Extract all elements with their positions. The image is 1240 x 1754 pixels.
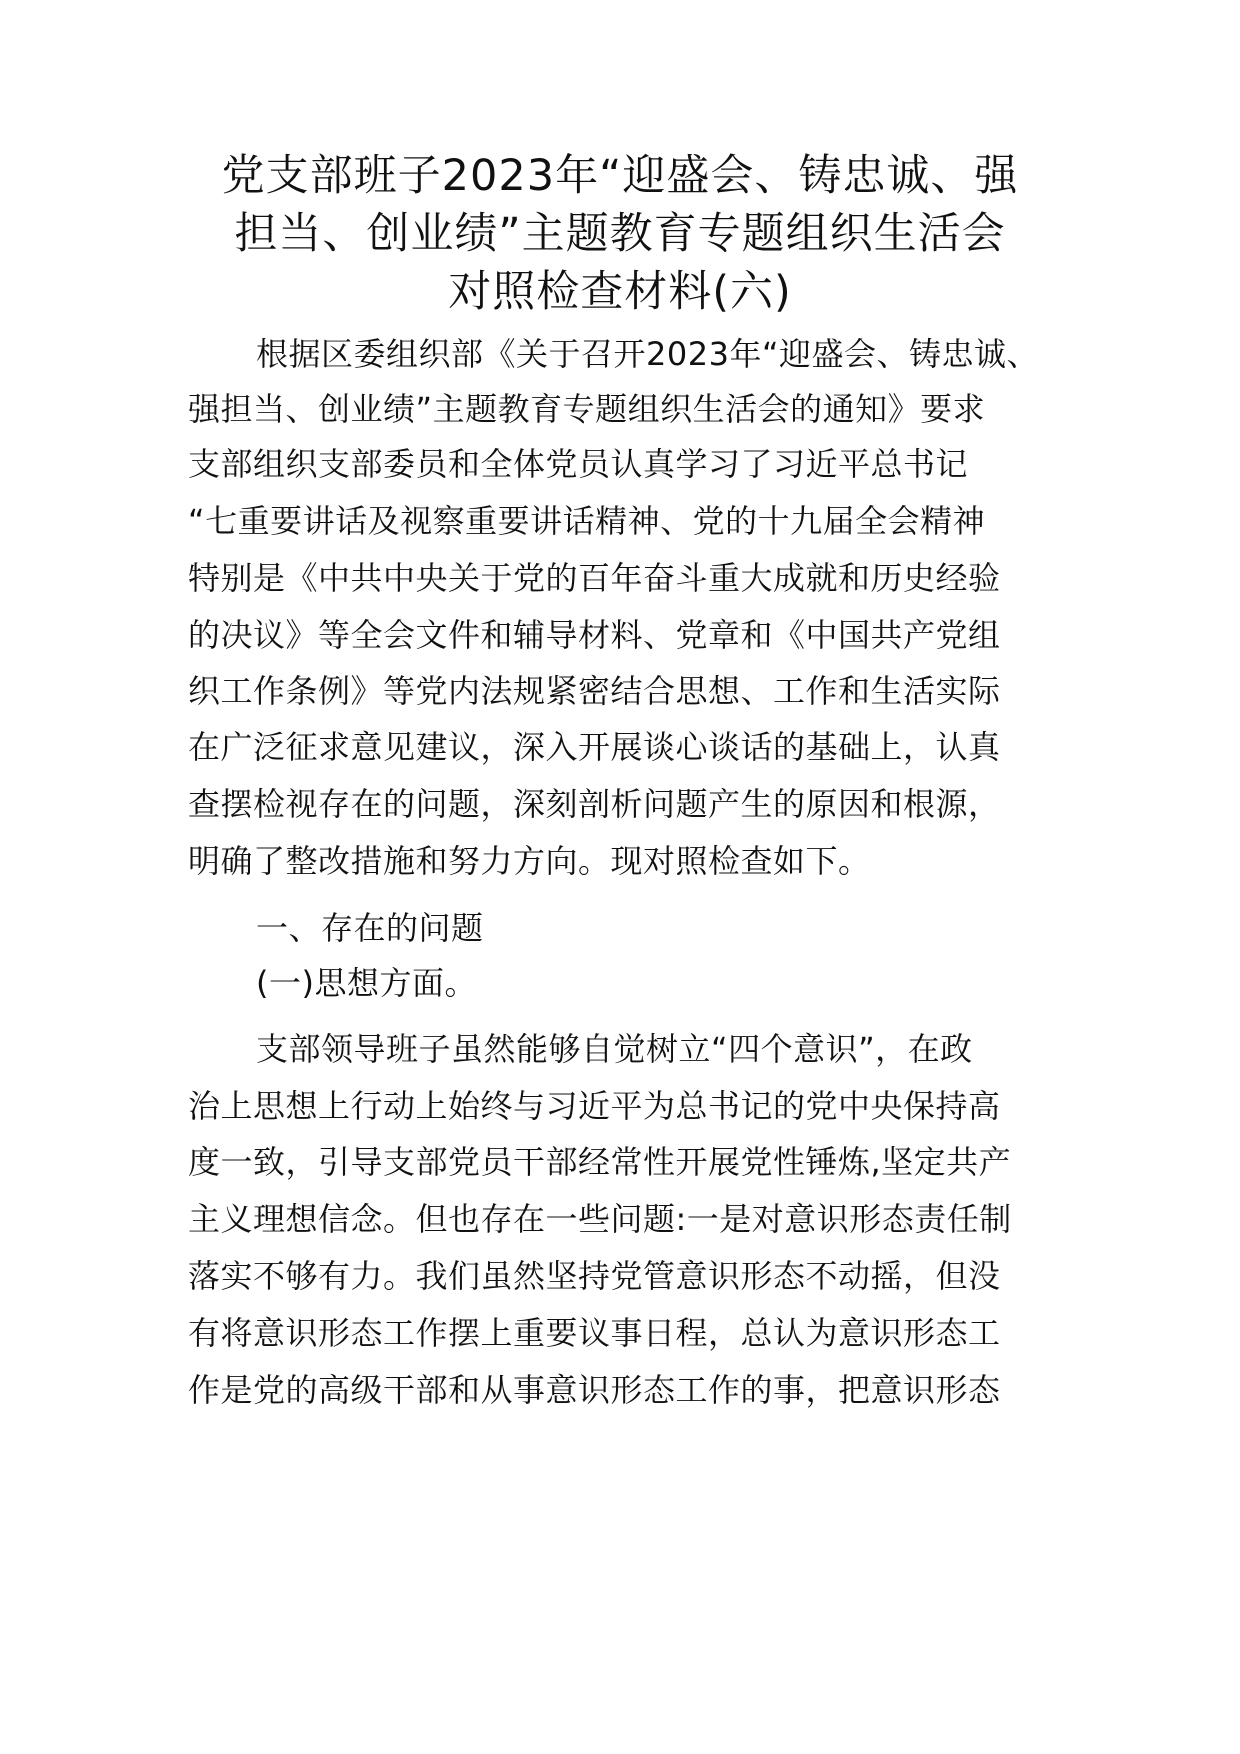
- body-line-6: 有将意识形态工作摆上重要议事日程，总认为意识形态工: [188, 1314, 1001, 1352]
- intro-line-1: 根据区委组织部《关于召开2023年“迎盛会、铸忠诚、: [256, 335, 1040, 373]
- intro-line-2: 强担当、创业绩”主题教育专题组织生活会的通知》要求: [188, 390, 986, 428]
- intro-line-7: 织工作条例》等党内法规紧密结合思想、工作和生活实际: [188, 672, 1001, 710]
- body-line-2: 治上思想上行动上始终与习近平为总书记的党中央保持高: [188, 1087, 1001, 1125]
- body-line-5: 落实不够有力。我们虽然坚持党管意识形态不动摇，但没: [188, 1257, 1001, 1295]
- body-line-3: 度一致，引导支部党员干部经常性开展党性锤炼,坚定共产: [188, 1143, 1012, 1181]
- subsection-heading: (一)思想方面。: [256, 964, 477, 1002]
- body-line-1: 支部领导班子虽然能够自觉树立“四个意识”，在政: [256, 1030, 973, 1068]
- intro-line-9: 查摆检视存在的问题，深刻剖析问题产生的原因和根源，: [188, 785, 1001, 823]
- title-line-1: 党支部班子2023年“迎盛会、铸忠诚、强: [221, 151, 1019, 201]
- body-line-4: 主义理想信念。但也存在一些问题:一是对意识形态责任制: [188, 1200, 1012, 1238]
- intro-line-10: 明确了整改措施和努力方向。现对照检查如下。: [188, 842, 871, 880]
- section-heading: 一、存在的问题: [256, 909, 484, 947]
- title-line-3: 对照检查材料(六): [448, 267, 792, 317]
- intro-line-4: “七重要讲话及视察重要讲话精神、党的十九届全会精神: [188, 502, 986, 540]
- intro-line-5: 特别是《中共中央关于党的百年奋斗重大成就和历史经验: [188, 559, 1001, 597]
- intro-line-8: 在广泛征求意见建议，深入开展谈心谈话的基础上，认真: [188, 728, 1001, 766]
- body-line-7: 作是党的高级干部和从事意识形态工作的事，把意识形态: [188, 1371, 1001, 1409]
- intro-line-3: 支部组织支部委员和全体党员认真学习了习近平总书记: [188, 445, 969, 483]
- title-line-2: 担当、创业绩”主题教育专题组织生活会: [234, 209, 1006, 259]
- intro-line-6: 的决议》等全会文件和辅导材料、党章和《中国共产党组: [188, 616, 1001, 654]
